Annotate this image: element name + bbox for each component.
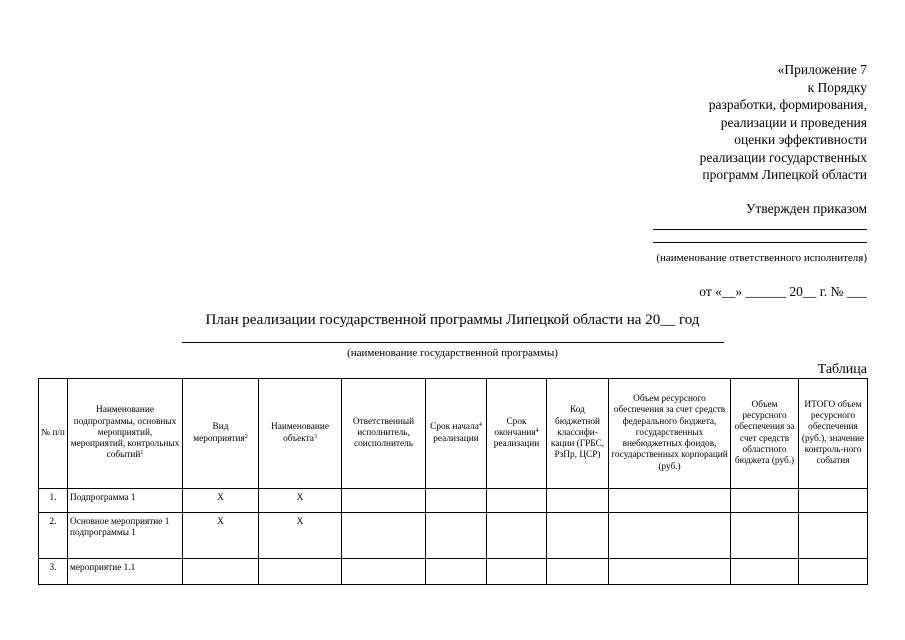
- plan-table: [38, 378, 868, 585]
- program-name-line: [182, 342, 724, 343]
- header-cell: Срок окончания$^4$ реализации: [487, 379, 547, 489]
- row-type: X: [183, 489, 259, 513]
- table-row: [39, 513, 868, 559]
- header-cell: Ответственный исполнитель, соисполнитель: [342, 379, 426, 489]
- empty-cell: [342, 559, 426, 585]
- approved-label: Утвержден приказом: [745, 201, 867, 216]
- empty-cell: [799, 513, 868, 559]
- empty-cell: [731, 513, 799, 559]
- table-label: Таблица: [817, 362, 867, 377]
- appendix-line: программ Липецкой области: [702, 167, 867, 182]
- appendix-line: реализации государственных: [699, 149, 867, 165]
- header-cell: Наименование подпрограммы, основных мероприятий, мероприятий, контрольных событий$^1$: [68, 379, 183, 489]
- plan-title: План реализации государственной программы Липецкой области на 20__ год: [205, 312, 700, 328]
- blank-line: [653, 230, 867, 243]
- row-object: X: [259, 489, 342, 513]
- appendix-line: к Порядку: [807, 79, 867, 95]
- row-type: [183, 559, 259, 585]
- appendix-block: [567, 61, 867, 184]
- empty-cell: [609, 513, 731, 559]
- empty-cell: [426, 559, 487, 585]
- appendix-line: разработки, формирования,: [708, 97, 867, 112]
- row-name: Подпрограмма 1: [68, 489, 183, 513]
- empty-cell: [547, 559, 609, 585]
- empty-cell: [547, 489, 609, 513]
- header-cell: Срок начала$^4$ реализации: [426, 379, 487, 489]
- empty-cell: [487, 513, 547, 559]
- row-object: [259, 559, 342, 585]
- program-note: (наименование государственной программы): [347, 347, 558, 359]
- appendix-line: реализации и проведения: [720, 114, 867, 130]
- row-number: 1.: [39, 489, 68, 513]
- empty-cell: [487, 489, 547, 513]
- row-name: мероприятие 1.1: [68, 559, 183, 585]
- blank-line: [653, 217, 867, 230]
- order-line: от «__» ______ 20__ г. № ___: [699, 284, 867, 299]
- header-cell: Наименование объекта$^3$: [259, 379, 342, 489]
- table-row: [39, 489, 868, 513]
- empty-cell: [731, 489, 799, 513]
- empty-cell: [799, 489, 868, 513]
- empty-cell: [426, 489, 487, 513]
- empty-cell: [799, 559, 868, 585]
- header-cell: № п/п: [39, 379, 68, 489]
- empty-cell: [426, 513, 487, 559]
- empty-cell: [342, 513, 426, 559]
- empty-cell: [731, 559, 799, 585]
- header-cell: Код бюджетной классифи-кации (ГРБС, РзПр, ЦСР): [547, 379, 609, 489]
- row-number: 3.: [39, 559, 68, 585]
- row-number: 2.: [39, 513, 68, 559]
- row-object: X: [259, 513, 342, 559]
- approval-block: [653, 200, 867, 243]
- header-cell: Вид мероприятия$^2$: [183, 379, 259, 489]
- empty-cell: [342, 489, 426, 513]
- header-cell: Объем ресурсного обеспечения за счет средств федерального бюджета, государственных внебюджетных фондов, государственных корпораций (руб.): [609, 379, 731, 489]
- row-type: X: [183, 513, 259, 559]
- empty-cell: [609, 559, 731, 585]
- executor-note: (наименование ответственного исполнителя): [656, 252, 867, 264]
- row-name: Основное мероприятие 1 подпрограммы 1: [68, 513, 183, 559]
- appendix-line: «Приложение 7: [777, 62, 867, 77]
- empty-cell: [487, 559, 547, 585]
- table-header-row: [39, 379, 868, 489]
- header-cell: ИТОГО объем ресурсного обеспечения (руб.), значение контроль-ного события: [799, 379, 868, 489]
- table-row: [39, 559, 868, 585]
- empty-cell: [609, 489, 731, 513]
- empty-cell: [547, 513, 609, 559]
- header-cell: Объем ресурсного обеспечения за счет средств областного бюджета (руб.): [731, 379, 799, 489]
- appendix-line: оценки эффективности: [734, 132, 867, 147]
